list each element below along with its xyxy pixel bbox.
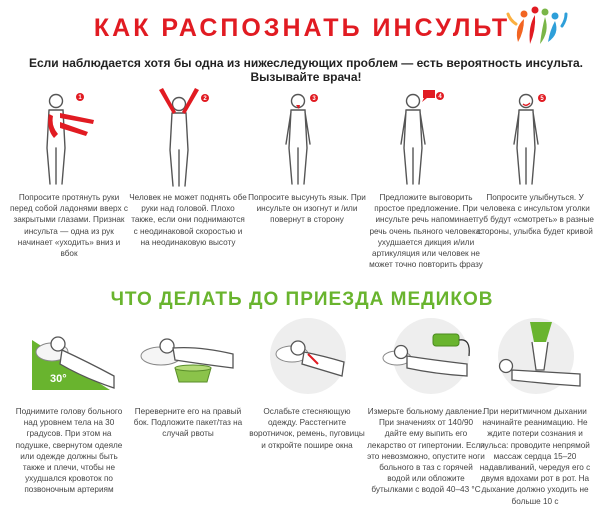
page-title: КАК РАСПОЗНАТЬ ИНСУЛЬТ <box>93 14 511 42</box>
symptom-card-4 <box>367 84 485 284</box>
action-card-1 <box>10 316 128 510</box>
symptom-badge-4: 4 <box>438 94 442 100</box>
arms-forward-figure-icon <box>10 84 128 190</box>
action-text-2: Переверните его на правый бок. Подложите пакет/таз на случай рвоты <box>133 407 243 439</box>
speech-figure-icon <box>367 84 485 190</box>
action-text-4: Измерьте больному давление. При значениях от 140/90 дайте ему выпить его лекарство от гипертонии. Если это невозможно, опустите ноги больного в таз с горячей водой или обложите бутылками с водой 40–43 °С <box>367 407 485 495</box>
symptom-card-1 <box>10 84 128 284</box>
symptom-text-5: Попросите улыбнуться. У человека с инсультом уголки губ будут «смотреть» в разные стороны, улыбка будет кривой <box>476 193 594 236</box>
raised-head-figure-icon <box>10 316 128 404</box>
symptom-badge-2: 2 <box>203 96 207 102</box>
symptom-text-2: Человек не может поднять обе руки над головой. Плохо также, если они поднимаются с неодинаковой скоростью и на неодинаковую высоту <box>129 193 247 247</box>
symptom-badge-5: 5 <box>540 96 544 102</box>
symptom-text-4: Предложите выговорить простое предложение. При инсульте речь напоминает речь очень пьяного человека: ухудшается дикция и/или артикуляция или человек не может точно повторить фразу <box>369 193 483 270</box>
symptom-badge-3: 3 <box>312 96 316 102</box>
action-text-1: Поднимите голову больного над уровнем тела на 30 градусов. При этом на подушке, свернутом одеяле или одежде должны быть также и плечи, чтобы не ухудшался кровоток по позвоночным артериям <box>15 407 123 495</box>
arms-up-figure-icon <box>129 84 247 190</box>
action-card-3 <box>248 316 366 510</box>
symptom-text-3: Попросите высунуть язык. При инсульте он изогнут и /или повернут в сторону <box>248 193 366 225</box>
action-text-5: При неритмичном дыхании начинайте реанимацию. Не ждите потери сознания и пульса: проводите непрямой массаж сердца 15–20 надавливаний, чередуя его с двумя вдохами рот в рот. На дыхание должно уходить не больше 10 с <box>479 407 591 506</box>
tongue-figure-icon <box>248 84 366 190</box>
action-card-5 <box>476 316 594 510</box>
blood-pressure-figure-icon <box>367 316 485 404</box>
symptom-card-2 <box>129 84 247 284</box>
symptom-text-1: Попросите протянуть руки перед собой ладонями вверх с закрытыми глазами. Признак инсульта — одна из рук начинает «уходить» вниз и вбок <box>10 193 128 259</box>
actions-section-title: ЧТО ДЕЛАТЬ ДО ПРИЕЗДА МЕДИКОВ <box>110 289 494 310</box>
symptom-card-5 <box>476 84 594 284</box>
warning-subtitle: Если наблюдается хотя бы одна из нижеследующих проблем — есть вероятность инсульта. Вызывайте врача! <box>28 56 584 84</box>
logo-people-icon <box>506 4 568 48</box>
symptom-badge-1: 1 <box>78 95 82 101</box>
smile-figure-icon <box>476 84 594 190</box>
action-text-3: Ослабьте стесняющую одежду. Расстегните воротничок, ремень, пуговицы и откройте пошире окна <box>249 407 365 450</box>
action-card-4 <box>367 316 485 510</box>
cpr-figure-icon <box>476 316 594 404</box>
loosen-clothing-figure-icon <box>248 316 366 404</box>
angle-badge: 30° <box>50 373 67 385</box>
side-position-figure-icon <box>129 316 247 404</box>
symptom-card-3 <box>248 84 366 284</box>
action-card-2 <box>129 316 247 510</box>
